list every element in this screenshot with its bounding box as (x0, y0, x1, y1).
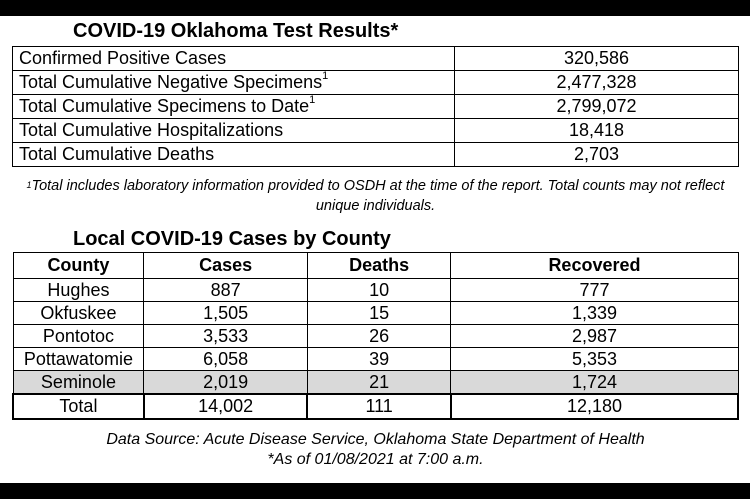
table-row (13, 279, 738, 302)
total-row (13, 394, 738, 419)
footnote-marker: 1 (322, 70, 329, 82)
column-header-deaths: Deaths (307, 253, 451, 279)
table-row (13, 119, 739, 143)
total-deaths: 111 (307, 394, 451, 419)
footnote-marker: 1 (309, 94, 316, 106)
table-row (13, 47, 739, 71)
as-of-line: *As of 01/08/2021 at 7:00 a.m. (267, 451, 484, 468)
row-value: 18,418 (455, 119, 739, 143)
county-cases-table (12, 252, 739, 420)
footnote-mark: 1 (26, 180, 32, 190)
county-cell: Okfuskee (13, 302, 144, 325)
row-label: Total Cumulative Hospitalizations (13, 119, 455, 143)
column-header-recovered: Recovered (451, 253, 738, 279)
recovered-cell: 5,353 (451, 348, 738, 371)
recovered-cell: 1,339 (451, 302, 738, 325)
deaths-cell: 26 (307, 325, 451, 348)
recovered-cell: 2,987 (451, 325, 738, 348)
recovered-cell: 777 (451, 279, 738, 302)
deaths-cell: 21 (307, 371, 451, 395)
row-value: 2,703 (455, 143, 739, 167)
county-cases-title: Local COVID-19 Cases by County (73, 228, 391, 250)
row-label: Confirmed Positive Cases (13, 47, 455, 71)
table-row (13, 348, 738, 371)
cases-cell: 887 (144, 279, 307, 302)
data-source (12, 430, 739, 470)
table-header-row (13, 253, 738, 279)
table-row (13, 325, 738, 348)
column-header-cases: Cases (144, 253, 307, 279)
row-value: 2,477,328 (455, 71, 739, 95)
table-row (13, 143, 739, 167)
county-cell: Hughes (13, 279, 144, 302)
recovered-cell: 1,724 (451, 371, 738, 395)
cases-cell: 1,505 (144, 302, 307, 325)
test-results-title: COVID-19 Oklahoma Test Results* (73, 20, 399, 42)
county-cell: Seminole (13, 371, 144, 395)
cases-cell: 2,019 (144, 371, 307, 395)
row-label: Total Cumulative Deaths (13, 143, 455, 167)
table-row (13, 302, 738, 325)
column-header-county: County (13, 253, 144, 279)
source-line: Data Source: Acute Disease Service, Oklahoma State Department of Health (106, 431, 645, 448)
total-cases: 14,002 (144, 394, 307, 419)
cases-cell: 3,533 (144, 325, 307, 348)
results-infographic (0, 16, 750, 483)
row-value: 320,586 (455, 47, 739, 71)
table-row-highlighted (13, 371, 738, 395)
cases-cell: 6,058 (144, 348, 307, 371)
deaths-cell: 10 (307, 279, 451, 302)
test-results-table (12, 46, 739, 167)
row-value: 2,799,072 (455, 95, 739, 119)
table-row (13, 71, 739, 95)
total-label: Total (13, 394, 144, 419)
table-row (13, 95, 739, 119)
deaths-cell: 15 (307, 302, 451, 325)
county-cell: Pontotoc (13, 325, 144, 348)
row-label: Total Cumulative Specimens to Date$^1$ (13, 95, 455, 119)
footnote: $^1$Total includes laboratory information provided to OSDH at the time of the report. Total counts may not reflect unique individuals. (26, 178, 725, 214)
row-label: Total Cumulative Negative Specimens$^1$ (13, 71, 455, 95)
deaths-cell: 39 (307, 348, 451, 371)
total-recovered: 12,180 (451, 394, 738, 419)
county-cell: Pottawatomie (13, 348, 144, 371)
